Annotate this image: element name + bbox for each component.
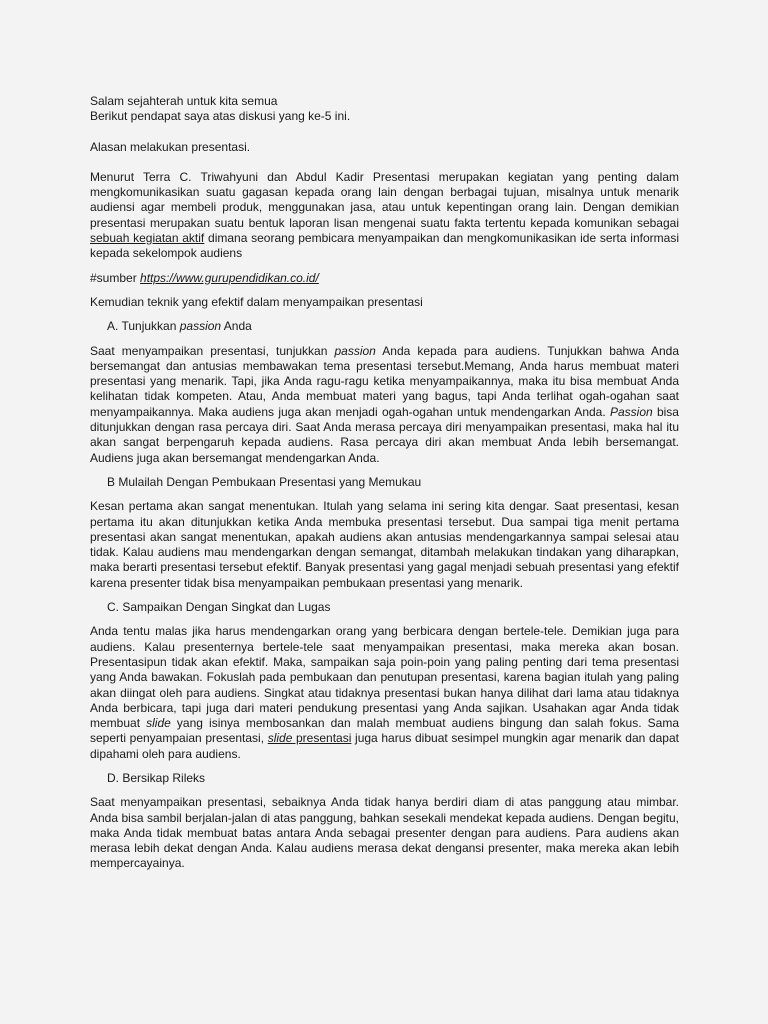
reason-title: Alasan melakukan presentasi. [90, 139, 251, 154]
section-a-italic-2: Passion [609, 404, 653, 419]
intro-underlined: sebuah kegiatan aktif [90, 231, 205, 246]
intro-text-2: dimana seorang pembicara menyampaikan dan mengkomunikasikan ide serta informasi kepada sekelompok audiens [90, 231, 679, 261]
section-b-heading: B Mulailah Dengan Pembukaan Presentasi yang Memukau [107, 474, 422, 489]
section-c-italic-1: slide [146, 716, 171, 731]
section-c-text-3: juga harus dibuat sesimpel mungkin agar menarik dan dapat dipahami oleh para audiens. [90, 731, 679, 761]
section-d-heading: D. Bersikap Rileks [107, 770, 206, 785]
section-d-paragraph: Saat menyampaikan presentasi, sebaiknya Anda tidak hanya berdiri diam di atas panggung atau mimbar. Anda bisa sambil berjalan-jalan di atas panggung, bahkan sesekali mendekat kepada audiens. Dengan begitu, maka Anda tidak membuat batas antara Anda sebagai presenter dengan para audiens. Para audiens akan merasa lebih dekat dengan Anda. Kalau audiens merasa dekat dengansi presenter, maka mereka akan lebih mempercayainya. [90, 795, 679, 871]
section-b-paragraph: Kesan pertama akan sangat menentukan. Itulah yang selama ini sering kita dengar. Saat presentasi, kesan pertama itu akan ditunjukkan ketika Anda membuka presentasi tersebut. Dua sampai tiga menit pertama presentasi akan sangat menentukan, apakah audiens akan antusias mendengarkannya sampai selesai atau tidak. Kalau audiens mau mendengarkan dengan semangat, ditambah melakukan tindakan yang diharapkan, maka berarti presentasi tersebut efektif. Banyak presentasi yang gagal menjadi sebuah presentasi yang efektif karena presenter tidak bisa menyampaikan pembukaan presentasi yang menarik. [90, 499, 679, 590]
section-a-text-2: Anda kepada para audiens. Tunjukkan bahwa Anda bersemangat dan antusias membawakan tema presentasi tersebut.Memang, Anda harus membuat materi presentasi yang menarik. Tapi, jika Anda ragu-ragu ketika menyampaikannya, maka itu bisa membuat Anda kelihatan tidak kompeten. Atau, Anda membuat materi yang bagus, tapi Anda terlihat ogah-ogahan saat menyampaikannya. Maka audiens juga akan menjadi ogah-ogahan untuk mendengarkan Anda. [90, 343, 680, 419]
greeting-line-1: Salam sejahterah untuk kita semua [90, 94, 278, 108]
section-c-text-1: Anda tentu malas jika harus mendengarkan orang yang berbicara dengan bertele-tele. Demikian juga para audiens. Kalau presenternya bertele-tele saat menyampaikan presentasi, maka mereka akan bosan. Presentasipun tidak akan efektif. Maka, sampaikan saja poin-poin yang paling penting dari tema presentasi yang Anda bawakan. Fokuslah pada pembukaan dan penutupan presentasi, karena bagian itulah yang paling akan diingat oleh para audiens. Singkat atau tidaknya presentasi bukan hanya dilihat dari lama atau tidaknya Anda berbicara, tapi juga dari materi pendukung presentasi yang Anda sajikan. Usahakan agar Anda tidak membuat [90, 624, 679, 731]
section-a-italic-1: passion [334, 343, 376, 358]
section-a-paragraph [90, 344, 679, 466]
document-body [90, 94, 679, 872]
intro-text-1: Menurut Terra C. Triwahyuni dan Abdul Kadir Presentasi merupakan kegiatan yang penting dalam mengkomunikasikan suatu gagasan kepada orang lain dengan berbagai tujuan, misalnya untuk menarik audiensi agar membeli produk, menggunakan jasa, atau untuk kepentingan orang lain. Dengan demikian presentasi merupakan suatu bentuk laporan lisan mengenai suatu fakta tertentu kepada komunikan sebagai [90, 169, 679, 230]
section-c-paragraph [90, 624, 679, 762]
section-a-heading-suffix: Anda [221, 319, 252, 334]
section-c-underlined-italic: slide [267, 731, 293, 746]
section-a-heading [107, 319, 679, 334]
source-link[interactable]: https://www.gurupendidikan.co.id/ [140, 270, 319, 285]
source-label: #sumber [90, 270, 141, 285]
section-a-heading-italic: passion [179, 319, 222, 334]
technique-title: Kemudian teknik yang efektif dalam menyampaikan presentasi [90, 294, 423, 309]
section-c-heading: C. Sampaikan Dengan Singkat dan Lugas [107, 600, 331, 615]
section-c-underlined-plain: presentasi [292, 731, 352, 746]
greeting-line-2: Berikut pendapat saya atas diskusi yang ke-5 ini. [90, 109, 351, 124]
section-a-text-3: bisa ditunjukkan dengan rasa percaya diri. Saat Anda merasa percaya diri menyampaikan presentasi, maka hal itu akan sangat berpengaruh kepada audiens. Rasa percaya diri akan membuat Anda lebih bersemangat. Audiens juga akan bersemangat mendengarkan Anda. [90, 404, 679, 465]
section-a-text-1: Saat menyampaikan presentasi, tunjukkan [90, 343, 335, 358]
section-a-heading-prefix: A. Tunjukkan [107, 319, 180, 334]
section-c-text-2: yang isinya membosankan dan malah membuat audiens bingung dan salah fokus. Sama seperti penyampaian presentasi, [90, 716, 679, 746]
source-line [90, 271, 679, 286]
intro-paragraph [90, 170, 679, 262]
